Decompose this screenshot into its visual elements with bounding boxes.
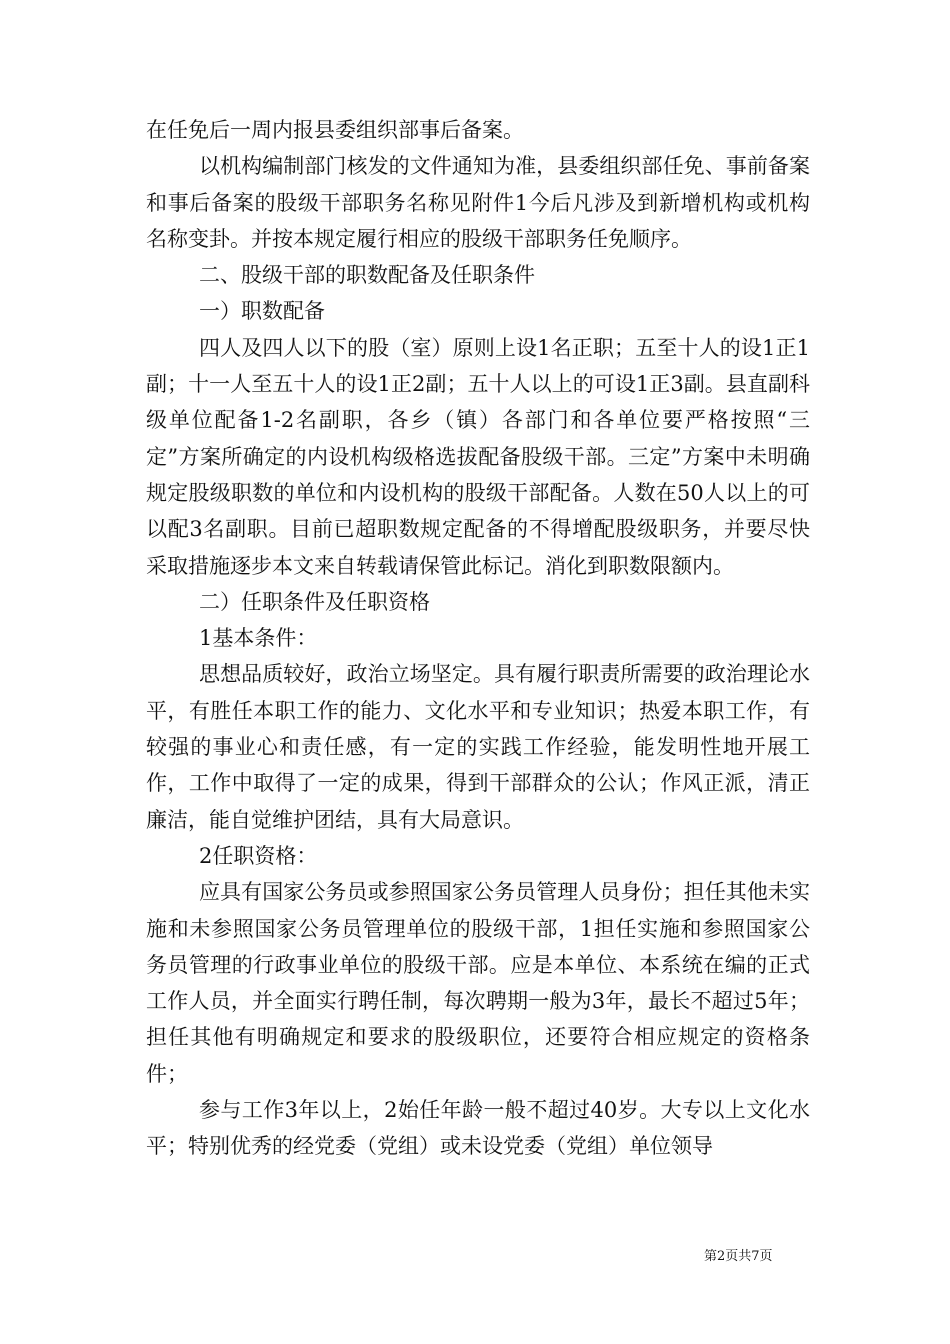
paragraph: 思想品质较好，政治立场坚定。具有履行职责所需要的政治理论水平，有胜任本职工作的能力、文化水平和专业知识；热爱本职工作，有较强的事业心和责任感，有一定的实践工作经验，能发明性地开展工作，工作中取得了一定的成果，得到干部群众的公认；作风正派，清正廉洁，能自觉维护团结，具有大局意识。: [146, 662, 810, 832]
paragraph: 应具有国家公务员或参照国家公务员管理人员身份；担任其他未实施和未参照国家公务员管理单位的股级干部，1担任实施和参照国家公务员管理的行政事业单位的股级干部。应是本单位、本系统在编的正式工作人员，并全面实行聘任制，每次聘期一般为3年，最长不超过5年；担任其他有明确规定和要求的股级职位，还要符合相应规定的资格条件；: [146, 880, 810, 1086]
paragraph: 四人及四人以下的股（室）原则上设1名正职；五至十人的设1正1副；十一人至五十人的设1正2副；五十人以上的可设1正3副。县直副科级单位配备1-2名副职，各乡（镇）各部门和各单位要严格按照“三定”方案所确定的内设机构级格选拔配备股级干部。三定”方案中未明确规定股级职数的单位和内设机构的股级干部配备。人数在50人以上的可以配3名副职。目前已超职数规定配备的不得增配股级职务，并要尽快采取措施逐步本文来自转载请保管此标记。消化到职数限额内。: [146, 335, 810, 578]
paragraph: 在任免后一周内报县委组织部事后备案。: [146, 118, 524, 142]
section-heading: 二、股级干部的职数配备及任职条件: [199, 263, 535, 288]
document-body: [146, 112, 810, 1165]
paragraph: 以机构编制部门核发的文件通知为准，县委组织部任免、事前备案和事后备案的股级干部职务名称见附件1今后凡涉及到新增机构或机构名称变卦。并按本规定履行相应的股级干部职务任免顺序。: [146, 154, 810, 251]
item-heading: 1基本条件：: [199, 626, 318, 651]
item-heading: 2任职资格：: [199, 843, 318, 868]
paragraph: 参与工作3年以上，2始任年龄一般不超过40岁。大专以上文化水平；特别优秀的经党委（党组）或未设党委（党组）单位领导: [146, 1098, 810, 1159]
page-number: 第2页共7页: [704, 1249, 773, 1264]
subsection-heading: 二）任职条件及任职资格: [199, 589, 430, 614]
subsection-heading: 一）职数配备: [199, 299, 325, 324]
